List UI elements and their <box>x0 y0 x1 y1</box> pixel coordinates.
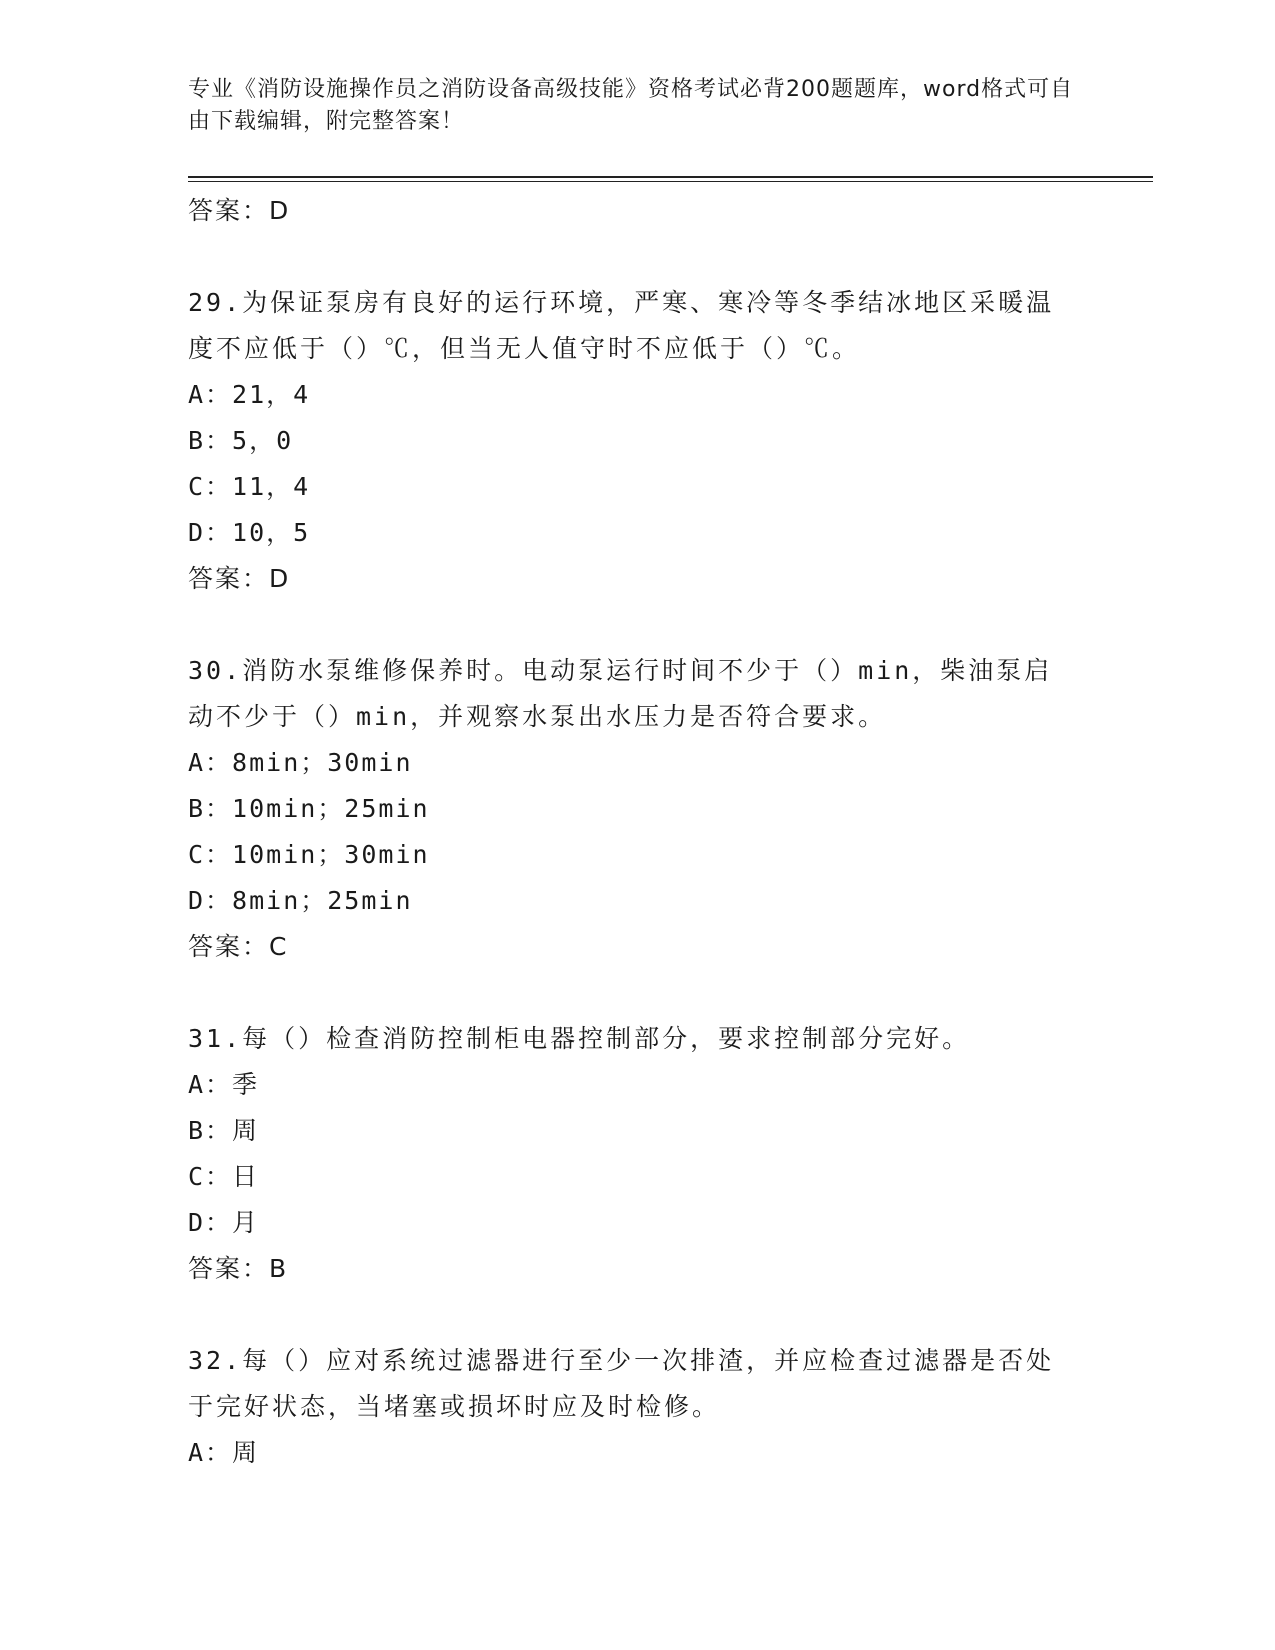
question-29 <box>188 280 1088 602</box>
answer-line: 答案：D <box>188 196 291 225</box>
option-c: C：11，4 <box>188 472 311 501</box>
answer-line: 答案：B <box>188 1254 289 1283</box>
option-d: D：月 <box>188 1208 260 1237</box>
question-30 <box>188 648 1088 970</box>
option-a: A：季 <box>188 1070 260 1099</box>
question-stem: 31.每（）检查消防控制柜电器控制部分，要求控制部分完好。 <box>188 1024 971 1053</box>
option-a: A：8min；30min <box>188 748 413 777</box>
option-b: B：周 <box>188 1116 260 1145</box>
option-c: C：10min；30min <box>188 840 430 869</box>
question-stem: 30.消防水泵维修保养时。电动泵运行时间不少于（）min，柴油泵启动不少于（）min，并观察水泵出水压力是否符合要求。 <box>188 656 1053 731</box>
option-c: C：日 <box>188 1162 260 1191</box>
question-31 <box>188 1016 1088 1292</box>
question-32 <box>188 1338 1088 1476</box>
answer-line: 答案：D <box>188 564 291 593</box>
option-b: B：10min；25min <box>188 794 430 823</box>
document-body <box>188 188 1088 1476</box>
answer-line: 答案：C <box>188 932 289 961</box>
option-d: D：10，5 <box>188 518 311 547</box>
option-d: D：8min；25min <box>188 886 413 915</box>
option-b: B：5，0 <box>188 426 294 455</box>
option-a: A：21，4 <box>188 380 311 409</box>
option-a: A：周 <box>188 1438 260 1467</box>
header-divider <box>188 176 1153 178</box>
question-stem: 29.为保证泵房有良好的运行环境，严寒、寒冷等冬季结冰地区采暖温度不应低于（）℃，但当无人值守时不应低于（）℃。 <box>188 288 1055 363</box>
page-header: 专业《消防设施操作员之消防设备高级技能》资格考试必背200题题库，word格式可自由下载编辑，附完整答案！ <box>188 77 1074 134</box>
header-divider-thin <box>188 181 1153 182</box>
question-stem: 32.每（）应对系统过滤器进行至少一次排渣，并应检查过滤器是否处于完好状态，当堵塞或损坏时应及时检修。 <box>188 1346 1055 1421</box>
